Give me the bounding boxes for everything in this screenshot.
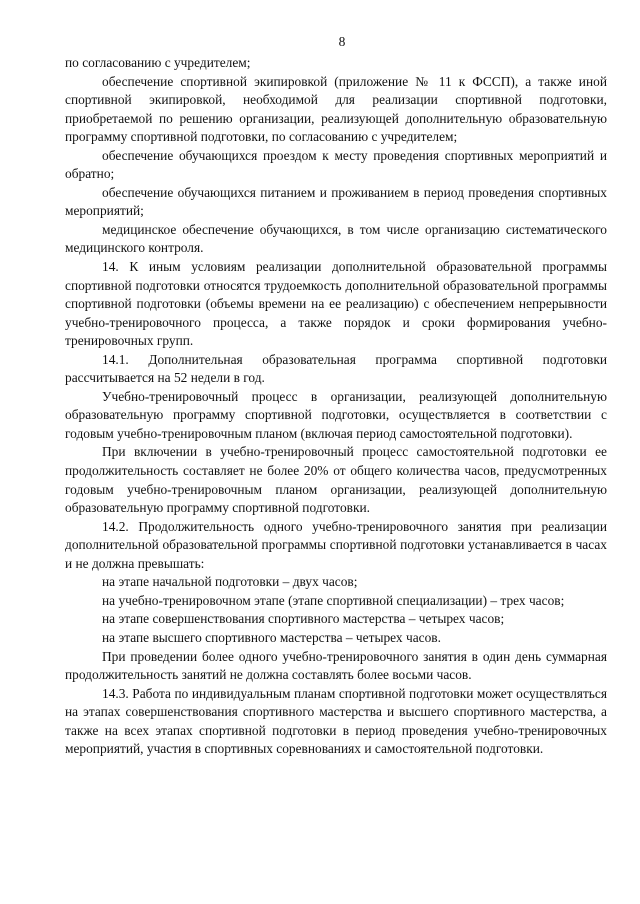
paragraph: на этапе совершенствования спортивного мастерства – четырех часов; bbox=[102, 611, 505, 627]
paragraph: на этапе начальной подготовки – двух часов; bbox=[102, 574, 358, 590]
page-number: 8 bbox=[338, 34, 346, 49]
paragraph: на учебно-тренировочном этапе (этапе спортивной специализации) – трех часов; bbox=[102, 592, 565, 608]
document-body bbox=[65, 54, 607, 759]
paragraph: обеспечение обучающихся проездом к месту проведения спортивных мероприятий и обратно; bbox=[65, 147, 607, 182]
paragraph: 14.2. Продолжительность одного учебно-тренировочного занятия при реализации дополнительной образовательной программы спортивной подготовки устанавливается в часах и не должна превышать: bbox=[65, 518, 607, 571]
paragraph: обеспечение спортивной экипировкой (приложение № 11 к ФССП), а также иной спортивной экипировкой, необходимой для реализации спортивной подготовки, приобретаемой по решению организации, реализующей дополнительную образовательную программу спортивной подготовки, по согласованию с учредителем; bbox=[65, 73, 607, 145]
paragraph: медицинское обеспечение обучающихся, в том числе организацию систематического медицинского контроля. bbox=[65, 221, 607, 256]
paragraph: При включении в учебно-тренировочный процесс самостоятельной подготовки ее продолжительность составляет не более 20% от общего количества часов, предусмотренных годовым учебно-тренировочным планом организации, реализующей дополнительную образовательную программу спортивной подготовки. bbox=[65, 444, 607, 516]
paragraph: 14.1. Дополнительная образовательная программа спортивной подготовки рассчитывается на 52 недели в год. bbox=[65, 351, 607, 386]
paragraph: обеспечение обучающихся питанием и проживанием в период проведения спортивных мероприятий; bbox=[65, 184, 607, 219]
paragraph: по согласованию с учредителем; bbox=[65, 55, 251, 70]
paragraph: 14. К иным условиям реализации дополнительной образовательной программы спортивной подготовки относятся трудоемкость дополнительной образовательной программы спортивной подготовки (объемы времени на ее реализацию) с обеспечением непрерывности учебно-тренировочного процесса, а также порядок и сроки формирования учебно-тренировочных групп. bbox=[65, 259, 607, 349]
paragraph: 14.3. Работа по индивидуальным планам спортивной подготовки может осуществляться на этапах совершенствования спортивного мастерства и высшего спортивного мастерства, а также на всех этапах спортивной подготовки в период проведения учебно-тренировочных мероприятий, участия в спортивных соревнованиях и самостоятельной подготовки. bbox=[65, 685, 607, 757]
paragraph: на этапе высшего спортивного мастерства – четырех часов. bbox=[102, 629, 441, 645]
paragraph: При проведении более одного учебно-тренировочного занятия в один день суммарная продолжительность занятий не должна составлять более восьми часов. bbox=[65, 648, 607, 683]
paragraph: Учебно-тренировочный процесс в организации, реализующей дополнительную образовательную программу спортивной подготовки, осуществляется в соответствии с годовым учебно-тренировочным планом (включая период самостоятельной подготовки). bbox=[65, 388, 607, 441]
